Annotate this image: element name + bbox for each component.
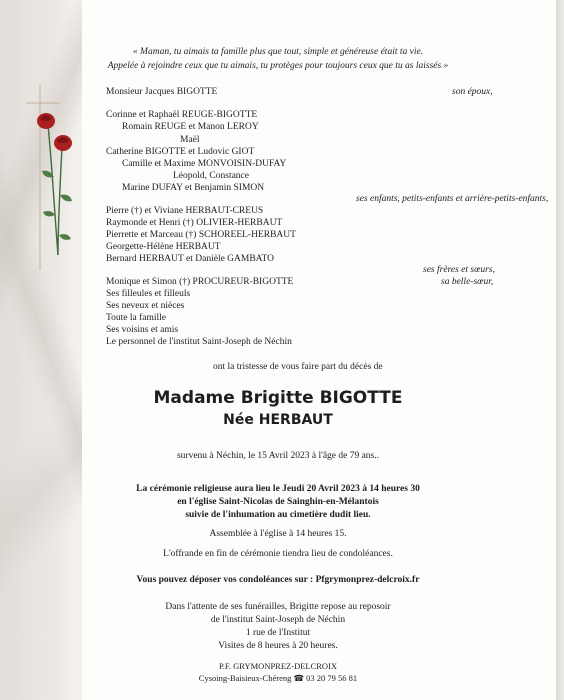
spouse-name: Monsieur Jacques BIGOTTE [106,87,218,97]
condolences-text: Vous pouvez déposer vos condoléances sur : Pfgrymonprez-delcroix.fr [136,575,420,585]
family-member: Ses filleules et filleuls [106,289,191,299]
ceremony-line-2: en l'église Saint-Nicolas de Sainghin-en-Mélantois [177,497,379,507]
family-member: Pierre (†) et Viviane HERBAUT-CREUS [106,206,264,216]
family-member: Romain REUGE et Manon LEROY [122,122,259,132]
death-details: survenu à Néchin, le 15 Avril 2023 à l'âge de 79 ans.. [176,451,380,461]
family-member: Bernard HERBAUT et Danièle GAMBATO [106,254,274,264]
family-member: Ses neveux et nièces [106,301,185,311]
sister-in-law-role: sa belle-sœur, [441,277,494,287]
announcement-text: ont la tristesse de vous faire part du décès de [213,362,383,372]
family-member: Corinne et Raphaël REUGE-BIGOTTE [106,110,258,120]
quote-line-2: Appelée à rejoindre ceux que tu aimais, tu protèges pour toujours ceux que tu as laissés » [107,61,449,71]
family-member: Maël [180,135,200,145]
rest-line-3: 1 rue de l'Institut [245,628,311,638]
ceremony-line-1: La cérémonie religieuse aura lieu le Jeudi 20 Avril 2023 à 14 heures 30 [136,484,420,494]
rest-line-2: de l'institut Saint-Joseph de Néchin [210,615,346,625]
family-member: Léopold, Constance [173,171,249,181]
family-member: Toute la famille [106,313,167,323]
children-role: ses enfants, petits-enfants et arrière-petits-enfants, [356,194,549,204]
funeral-home-name: P.F. GRYMONPREZ-DELCROIX [218,661,338,671]
rest-line-1: Dans l'attente de ses funérailles, Brigitte repose au reposoir [165,602,391,612]
deceased-maiden-name: Née HERBAUT [223,412,333,428]
family-member: Georgette-Hélène HERBAUT [106,242,221,252]
cross-icon [26,85,60,270]
family-member: Pierrette et Marceau (†) SCHOREEL-HERBAUT [106,230,296,240]
family-member: Ses voisins et amis [106,325,179,335]
family-member: Le personnel de l'institut Saint-Joseph de Néchin [106,337,292,347]
offering-text: L'offrande en fin de cérémonie tiendra lieu de condoléances. [163,549,393,559]
ceremony-line-3: suivie de l'inhumation au cimetière dudit lieu. [185,510,371,520]
family-member: Camille et Maxime MONVOISIN-DUFAY [122,159,287,169]
siblings-role: ses frères et sœurs, [423,265,495,275]
deceased-name: Madame Brigitte BIGOTTE [153,388,403,408]
rose-icon [37,113,72,255]
cross-and-roses-decoration [24,85,80,270]
family-member: Monique et Simon (†) PROCUREUR-BIGOTTE [106,277,294,287]
family-member: Marine DUFAY et Benjamin SIMON [122,183,265,193]
quote-line-1: « Maman, tu aimais ta famille plus que tout, simple et généreuse était ta vie. [132,47,424,57]
spouse-role: son époux, [452,87,493,97]
assembly-text: Assemblée à l'église à 14 heures 15. [209,529,347,539]
funeral-home-contact: Cysoing-Baisieux-Chéreng ☎ 03 20 79 56 81 [198,673,358,683]
family-member: Catherine BIGOTTE et Ludovic GIOT [106,147,255,157]
family-member: Raymonde et Henri (†) OLIVIER-HERBAUT [106,218,283,228]
rest-line-4: Visites de 8 heures à 20 heures. [218,641,338,651]
paper-edge [556,0,564,700]
